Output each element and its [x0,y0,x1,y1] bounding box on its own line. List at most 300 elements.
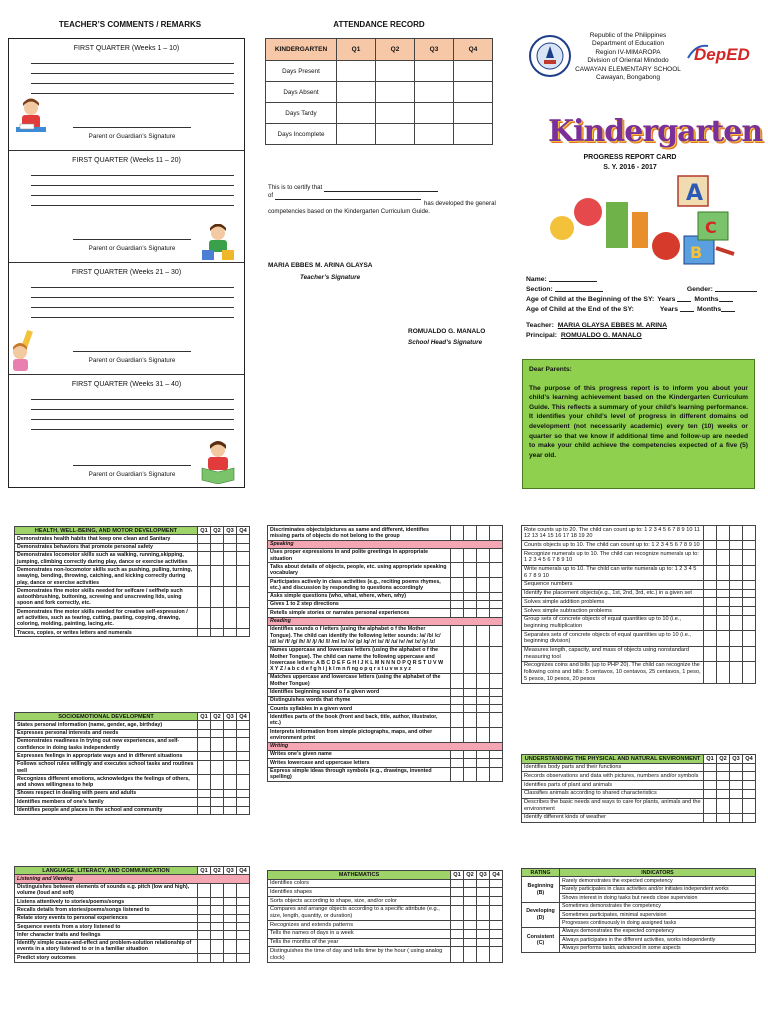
quarter-cell[interactable] [704,598,717,607]
quarter-cell[interactable] [464,938,477,947]
quarter-cell[interactable] [477,592,490,600]
quarter-cell[interactable] [224,883,237,898]
quarter-cell[interactable] [211,587,224,608]
quarter-cell[interactable] [743,646,756,661]
attendance-cell[interactable] [376,61,415,82]
quarter-cell[interactable] [743,541,756,550]
attendance-cell[interactable] [415,82,454,103]
quarter-cell[interactable] [464,929,477,938]
quarter-cell[interactable] [237,551,250,566]
quarter-cell[interactable] [477,646,490,673]
comment-line[interactable] [31,287,234,288]
quarter-cell[interactable] [704,589,717,598]
quarter-cell[interactable] [704,565,717,580]
quarter-cell[interactable] [743,631,756,646]
quarter-cell[interactable] [717,646,730,661]
quarter-cell[interactable] [704,615,717,630]
attendance-cell[interactable] [454,61,493,82]
quarter-cell[interactable] [211,543,224,551]
quarter-cell[interactable] [451,938,464,947]
quarter-cell[interactable] [224,939,237,954]
quarter-cell[interactable] [224,954,237,962]
quarter-cell[interactable] [730,615,743,630]
comment-line[interactable] [31,63,234,64]
quarter-cell[interactable] [743,813,756,822]
quarter-cell[interactable] [477,888,490,897]
attendance-cell[interactable] [337,61,376,82]
quarter-cell[interactable] [224,587,237,608]
signature-line[interactable] [73,465,191,466]
quarter-cell[interactable] [730,763,743,772]
quarter-cell[interactable] [477,905,490,920]
quarter-cell[interactable] [224,923,237,931]
quarter-cell[interactable] [451,947,464,962]
quarter-cell[interactable] [477,929,490,938]
quarter-cell[interactable] [198,729,211,737]
quarter-cell[interactable] [464,897,477,906]
quarter-cell[interactable] [464,673,477,688]
quarter-cell[interactable] [198,898,211,906]
quarter-cell[interactable] [451,625,464,646]
student-name-line[interactable] [324,185,438,192]
quarter-cell[interactable] [237,923,250,931]
quarter-cell[interactable] [490,728,503,743]
quarter-cell[interactable] [704,789,717,798]
quarter-cell[interactable] [490,947,503,962]
quarter-cell[interactable] [464,947,477,962]
quarter-cell[interactable] [704,607,717,616]
quarter-cell[interactable] [198,608,211,629]
quarter-cell[interactable] [198,629,211,637]
quarter-cell[interactable] [704,580,717,589]
quarter-cell[interactable] [224,629,237,637]
quarter-cell[interactable] [464,750,477,758]
quarter-cell[interactable] [490,578,503,593]
attendance-cell[interactable] [337,124,376,145]
attendance-cell[interactable] [376,82,415,103]
quarter-cell[interactable] [743,598,756,607]
quarter-cell[interactable] [490,759,503,767]
quarter-cell[interactable] [717,615,730,630]
quarter-cell[interactable] [224,760,237,775]
quarter-cell[interactable] [477,713,490,728]
quarter-cell[interactable] [237,954,250,962]
quarter-cell[interactable] [224,608,237,629]
quarter-cell[interactable] [717,798,730,813]
quarter-cell[interactable] [730,565,743,580]
quarter-cell[interactable] [211,954,224,962]
quarter-cell[interactable] [730,772,743,781]
quarter-cell[interactable] [451,897,464,906]
quarter-cell[interactable] [743,789,756,798]
comment-line[interactable] [31,83,234,84]
quarter-cell[interactable] [211,931,224,939]
attendance-cell[interactable] [454,82,493,103]
quarter-cell[interactable] [198,543,211,551]
quarter-cell[interactable] [490,688,503,696]
quarter-cell[interactable] [198,535,211,543]
quarter-cell[interactable] [237,721,250,729]
quarter-cell[interactable] [451,548,464,563]
quarter-cell[interactable] [224,543,237,551]
quarter-cell[interactable] [198,760,211,775]
quarter-cell[interactable] [237,789,250,797]
quarter-cell[interactable] [464,888,477,897]
quarter-cell[interactable] [704,541,717,550]
quarter-cell[interactable] [224,775,237,790]
quarter-cell[interactable] [717,781,730,790]
quarter-cell[interactable] [211,752,224,760]
comment-line[interactable] [31,195,234,196]
quarter-cell[interactable] [211,721,224,729]
quarter-cell[interactable] [451,646,464,673]
quarter-cell[interactable] [464,526,477,541]
quarter-cell[interactable] [730,541,743,550]
attendance-cell[interactable] [337,103,376,124]
quarter-cell[interactable] [237,775,250,790]
quarter-cell[interactable] [211,914,224,922]
quarter-cell[interactable] [717,598,730,607]
quarter-cell[interactable] [451,921,464,930]
quarter-cell[interactable] [464,728,477,743]
quarter-cell[interactable] [743,781,756,790]
quarter-cell[interactable] [237,608,250,629]
quarter-cell[interactable] [224,898,237,906]
quarter-cell[interactable] [211,798,224,806]
quarter-cell[interactable] [477,526,490,541]
quarter-cell[interactable] [717,763,730,772]
quarter-cell[interactable] [730,798,743,813]
quarter-cell[interactable] [704,781,717,790]
quarter-cell[interactable] [224,914,237,922]
signature-line[interactable] [73,127,191,128]
quarter-cell[interactable] [464,688,477,696]
quarter-cell[interactable] [743,763,756,772]
quarter-cell[interactable] [477,696,490,704]
quarter-cell[interactable] [490,526,503,541]
quarter-cell[interactable] [451,578,464,593]
attendance-cell[interactable] [454,103,493,124]
quarter-cell[interactable] [451,879,464,888]
quarter-cell[interactable] [237,806,250,814]
quarter-cell[interactable] [743,798,756,813]
attendance-cell[interactable] [415,103,454,124]
quarter-cell[interactable] [743,615,756,630]
quarter-cell[interactable] [237,629,250,637]
quarter-cell[interactable] [451,526,464,541]
comment-line[interactable] [31,185,234,186]
quarter-cell[interactable] [464,578,477,593]
quarter-cell[interactable] [490,921,503,930]
quarter-cell[interactable] [198,752,211,760]
quarter-cell[interactable] [704,550,717,565]
quarter-cell[interactable] [237,939,250,954]
comment-line[interactable] [31,419,234,420]
quarter-cell[interactable] [490,592,503,600]
quarter-cell[interactable] [717,550,730,565]
quarter-cell[interactable] [224,535,237,543]
comment-line[interactable] [31,317,234,318]
quarter-cell[interactable] [211,789,224,797]
quarter-cell[interactable] [211,737,224,752]
quarter-cell[interactable] [237,798,250,806]
quarter-cell[interactable] [451,563,464,578]
quarter-cell[interactable] [198,906,211,914]
attendance-cell[interactable] [337,82,376,103]
quarter-cell[interactable] [477,897,490,906]
quarter-cell[interactable] [464,548,477,563]
quarter-cell[interactable] [743,607,756,616]
quarter-cell[interactable] [224,906,237,914]
quarter-cell[interactable] [451,750,464,758]
quarter-cell[interactable] [211,760,224,775]
quarter-cell[interactable] [464,696,477,704]
quarter-cell[interactable] [704,646,717,661]
quarter-cell[interactable] [717,580,730,589]
quarter-cell[interactable] [198,931,211,939]
quarter-cell[interactable] [224,789,237,797]
quarter-cell[interactable] [211,883,224,898]
quarter-cell[interactable] [464,646,477,673]
quarter-cell[interactable] [477,563,490,578]
quarter-cell[interactable] [730,598,743,607]
attendance-cell[interactable] [376,103,415,124]
quarter-cell[interactable] [477,600,490,608]
quarter-cell[interactable] [211,806,224,814]
quarter-cell[interactable] [198,721,211,729]
quarter-cell[interactable] [451,673,464,688]
comment-line[interactable] [31,175,234,176]
quarter-cell[interactable] [451,888,464,897]
student-name-field[interactable] [549,275,597,282]
quarter-cell[interactable] [198,939,211,954]
signature-line[interactable] [73,351,191,352]
quarter-cell[interactable] [717,661,730,683]
quarter-cell[interactable] [451,759,464,767]
quarter-cell[interactable] [211,608,224,629]
quarter-cell[interactable] [490,609,503,617]
quarter-cell[interactable] [237,898,250,906]
quarter-cell[interactable] [490,673,503,688]
quarter-cell[interactable] [211,566,224,587]
quarter-cell[interactable] [198,737,211,752]
quarter-cell[interactable] [224,752,237,760]
quarter-cell[interactable] [717,789,730,798]
quarter-cell[interactable] [198,954,211,962]
quarter-cell[interactable] [224,806,237,814]
attendance-cell[interactable] [454,124,493,145]
quarter-cell[interactable] [730,550,743,565]
quarter-cell[interactable] [464,879,477,888]
quarter-cell[interactable] [490,600,503,608]
quarter-cell[interactable] [477,947,490,962]
student-gender-field[interactable] [715,285,757,292]
quarter-cell[interactable] [477,767,490,782]
quarter-cell[interactable] [717,526,730,541]
school-name-line[interactable] [275,193,421,200]
quarter-cell[interactable] [237,737,250,752]
quarter-cell[interactable] [451,905,464,920]
quarter-cell[interactable] [237,906,250,914]
quarter-cell[interactable] [490,888,503,897]
quarter-cell[interactable] [477,921,490,930]
comment-line[interactable] [31,429,234,430]
quarter-cell[interactable] [477,759,490,767]
quarter-cell[interactable] [730,813,743,822]
quarter-cell[interactable] [464,759,477,767]
quarter-cell[interactable] [477,688,490,696]
quarter-cell[interactable] [451,696,464,704]
quarter-cell[interactable] [477,879,490,888]
quarter-cell[interactable] [211,535,224,543]
quarter-cell[interactable] [211,629,224,637]
quarter-cell[interactable] [237,543,250,551]
quarter-cell[interactable] [477,609,490,617]
quarter-cell[interactable] [198,914,211,922]
quarter-cell[interactable] [717,813,730,822]
quarter-cell[interactable] [717,607,730,616]
quarter-cell[interactable] [211,729,224,737]
quarter-cell[interactable] [451,688,464,696]
quarter-cell[interactable] [704,813,717,822]
quarter-cell[interactable] [477,548,490,563]
age-end-months-field[interactable] [721,305,735,312]
quarter-cell[interactable] [730,661,743,683]
quarter-cell[interactable] [490,548,503,563]
quarter-cell[interactable] [211,923,224,931]
age-begin-months-field[interactable] [719,295,733,302]
quarter-cell[interactable] [743,772,756,781]
quarter-cell[interactable] [237,883,250,898]
quarter-cell[interactable] [730,781,743,790]
quarter-cell[interactable] [224,737,237,752]
quarter-cell[interactable] [730,646,743,661]
quarter-cell[interactable] [743,550,756,565]
quarter-cell[interactable] [464,705,477,713]
comment-line[interactable] [31,205,234,206]
quarter-cell[interactable] [451,600,464,608]
quarter-cell[interactable] [490,767,503,782]
quarter-cell[interactable] [237,931,250,939]
quarter-cell[interactable] [743,589,756,598]
signature-line[interactable] [73,239,191,240]
quarter-cell[interactable] [477,625,490,646]
quarter-cell[interactable] [198,587,211,608]
quarter-cell[interactable] [717,772,730,781]
quarter-cell[interactable] [198,883,211,898]
quarter-cell[interactable] [490,705,503,713]
quarter-cell[interactable] [451,929,464,938]
quarter-cell[interactable] [717,541,730,550]
quarter-cell[interactable] [237,729,250,737]
quarter-cell[interactable] [211,939,224,954]
quarter-cell[interactable] [464,905,477,920]
quarter-cell[interactable] [198,566,211,587]
quarter-cell[interactable] [730,789,743,798]
quarter-cell[interactable] [490,897,503,906]
quarter-cell[interactable] [224,931,237,939]
quarter-cell[interactable] [198,775,211,790]
quarter-cell[interactable] [704,526,717,541]
quarter-cell[interactable] [224,566,237,587]
quarter-cell[interactable] [451,713,464,728]
age-end-years-field[interactable] [680,305,694,312]
quarter-cell[interactable] [477,728,490,743]
quarter-cell[interactable] [477,673,490,688]
quarter-cell[interactable] [704,631,717,646]
quarter-cell[interactable] [490,625,503,646]
student-section-field[interactable] [555,285,603,292]
quarter-cell[interactable] [211,906,224,914]
quarter-cell[interactable] [451,609,464,617]
quarter-cell[interactable] [464,713,477,728]
comment-line[interactable] [31,399,234,400]
quarter-cell[interactable] [224,721,237,729]
quarter-cell[interactable] [730,580,743,589]
quarter-cell[interactable] [198,789,211,797]
quarter-cell[interactable] [717,589,730,598]
quarter-cell[interactable] [464,767,477,782]
comment-line[interactable] [31,297,234,298]
quarter-cell[interactable] [464,609,477,617]
quarter-cell[interactable] [198,806,211,814]
quarter-cell[interactable] [451,592,464,600]
quarter-cell[interactable] [490,750,503,758]
quarter-cell[interactable] [477,750,490,758]
quarter-cell[interactable] [237,587,250,608]
quarter-cell[interactable] [224,551,237,566]
quarter-cell[interactable] [490,879,503,888]
quarter-cell[interactable] [224,729,237,737]
quarter-cell[interactable] [730,589,743,598]
quarter-cell[interactable] [490,905,503,920]
quarter-cell[interactable] [211,775,224,790]
age-begin-years-field[interactable] [677,295,691,302]
quarter-cell[interactable] [490,938,503,947]
quarter-cell[interactable] [704,763,717,772]
quarter-cell[interactable] [704,772,717,781]
quarter-cell[interactable] [490,646,503,673]
quarter-cell[interactable] [451,728,464,743]
attendance-cell[interactable] [415,61,454,82]
quarter-cell[interactable] [730,526,743,541]
comment-line[interactable] [31,409,234,410]
quarter-cell[interactable] [743,661,756,683]
quarter-cell[interactable] [198,923,211,931]
quarter-cell[interactable] [490,713,503,728]
quarter-cell[interactable] [237,914,250,922]
comment-line[interactable] [31,93,234,94]
quarter-cell[interactable] [490,696,503,704]
quarter-cell[interactable] [224,798,237,806]
quarter-cell[interactable] [477,705,490,713]
quarter-cell[interactable] [198,798,211,806]
quarter-cell[interactable] [451,767,464,782]
quarter-cell[interactable] [237,752,250,760]
quarter-cell[interactable] [464,592,477,600]
quarter-cell[interactable] [211,898,224,906]
quarter-cell[interactable] [490,563,503,578]
quarter-cell[interactable] [477,938,490,947]
attendance-cell[interactable] [376,124,415,145]
quarter-cell[interactable] [464,625,477,646]
comment-line[interactable] [31,307,234,308]
quarter-cell[interactable] [743,565,756,580]
quarter-cell[interactable] [211,551,224,566]
quarter-cell[interactable] [490,929,503,938]
quarter-cell[interactable] [464,921,477,930]
quarter-cell[interactable] [730,607,743,616]
